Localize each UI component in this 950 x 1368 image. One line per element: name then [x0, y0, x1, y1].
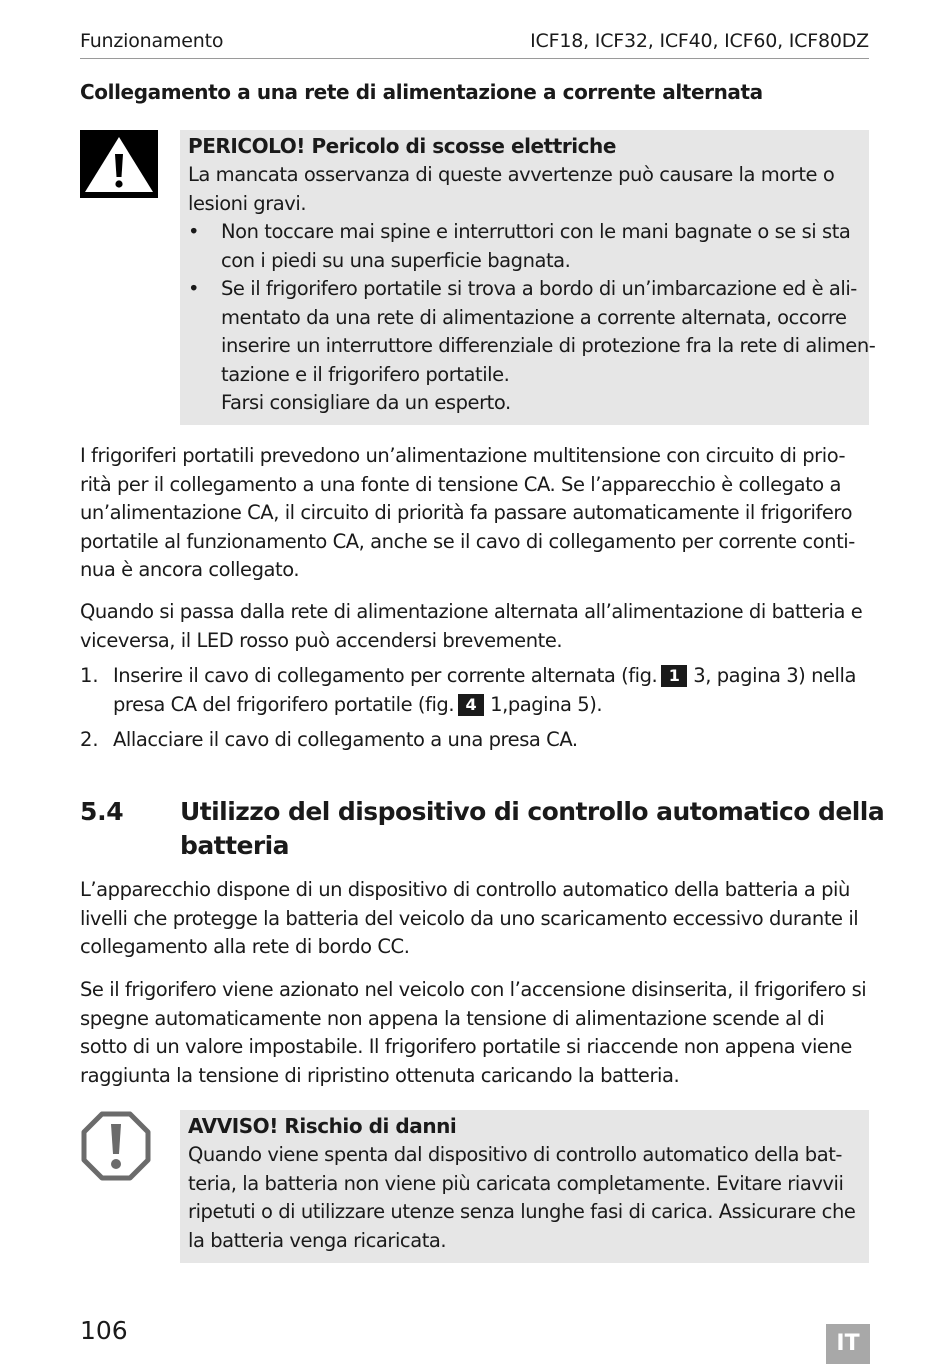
bullet-marker: • — [188, 220, 200, 243]
danger-intro-line: La mancata osservanza di queste avvertenze può causare la morte o — [188, 163, 835, 186]
danger-bullet-line: inserire un interruttore differenziale di protezione fra la rete di alimen- — [221, 334, 876, 357]
section-number: 5.4 — [80, 797, 124, 826]
danger-title: PERICOLO! Pericolo di scosse elettriche — [188, 134, 616, 158]
body-line: sotto di un valore impostabile. Il frigorifero portatile si riaccende non appena viene — [80, 1035, 852, 1058]
step-number: 2. — [80, 728, 99, 751]
header-section: Funzionamento — [80, 30, 224, 52]
running-header — [80, 30, 869, 59]
body-line: L’apparecchio dispone di un dispositivo di controllo automatico della batteria a più — [80, 878, 850, 901]
header-models: ICF18, ICF32, ICF40, ICF60, ICF80DZ — [530, 30, 869, 52]
notice-line: Quando viene spenta dal dispositivo di controllo automatico della bat- — [188, 1143, 842, 1166]
exclamation-octagon-icon — [80, 1110, 152, 1182]
section-title-line: Utilizzo del dispositivo di controllo automatico della — [180, 797, 885, 826]
notice-title: AVVISO! Rischio di danni — [188, 1114, 457, 1138]
danger-bullet-line: Non toccare mai spine e interruttori con le mani bagnate o se si sta — [221, 220, 851, 243]
step-text: presa CA del frigorifero portatile (fig. — [113, 692, 455, 716]
danger-bullet-line: Se il frigorifero portatile si trova a bordo di un’imbarcazione ed è ali- — [221, 277, 857, 300]
language-tab: IT — [826, 1324, 870, 1364]
body-line: I frigoriferi portatili prevedono un’alimentazione multitensione con circuito di prio- — [80, 444, 846, 467]
warning-triangle-icon — [80, 130, 158, 198]
body-line: livelli che protegge la batteria del veicolo da uno scaricamento eccessivo durante il — [80, 906, 859, 930]
danger-intro-line: lesioni gravi. — [188, 191, 307, 215]
body-line: Quando si passa dalla rete di alimentazione alternata all’alimentazione di batteria e — [80, 600, 863, 623]
body-line: un’alimentazione CA, il circuito di priorità fa passare automaticamente il frigorifero — [80, 501, 853, 524]
section-title-line: batteria — [180, 831, 289, 860]
step-line — [113, 662, 856, 691]
body-line: spegne automaticamente non appena la tensione di alimentazione scende al di — [80, 1006, 825, 1030]
step-text: Inserire il cavo di collegamento per corrente alternata (fig. — [113, 664, 658, 687]
danger-bullet-line: tazione e il frigorifero portatile. — [221, 362, 510, 386]
step-text: 1,pagina 5). — [490, 692, 603, 716]
figure-ref-badge: 4 — [458, 694, 484, 716]
body-line: viceversa, il LED rosso può accendersi brevemente. — [80, 628, 563, 652]
body-line: collegamento alla rete di bordo CC. — [80, 935, 410, 958]
notice-line: teria, la batteria non viene più caricata completamente. Evitare riavvii — [188, 1171, 844, 1195]
body-line: Se il frigorifero viene azionato nel veicolo con l’accensione disinserita, il frigorifero si — [80, 978, 867, 1001]
notice-line: ripetuti o di utilizzare utenze senza lunghe fasi di carica. Assicurare che — [188, 1200, 856, 1223]
step-text: 3, pagina 3) nella — [693, 664, 856, 687]
bullet-marker: • — [188, 277, 200, 300]
body-line: raggiunta la tensione di ripristino ottenuta caricando la batteria. — [80, 1063, 680, 1087]
notice-line: la batteria venga ricaricata. — [188, 1228, 447, 1252]
subheading: Collegamento a una rete di alimentazione a corrente alternata — [80, 80, 763, 104]
figure-ref-badge: 1 — [661, 665, 687, 687]
step-number: 1. — [80, 664, 99, 687]
body-line: nua è ancora collegato. — [80, 558, 300, 581]
step-line — [113, 691, 602, 720]
danger-bullet-line: con i piedi su una superficie bagnata. — [221, 248, 571, 272]
step-line: Allacciare il cavo di collegamento a una presa CA. — [113, 728, 578, 751]
page-number: 106 — [80, 1316, 128, 1345]
danger-bullet-line: mentato da una rete di alimentazione a corrente alternata, occorre — [221, 305, 847, 329]
body-line: portatile al funzionamento CA, anche se il cavo di collegamento per corrente conti- — [80, 529, 855, 553]
danger-bullet-line: Farsi consigliare da un esperto. — [221, 391, 511, 414]
body-line: rità per il collegamento a una fonte di tensione CA. Se l’apparecchio è collegato a — [80, 472, 842, 496]
